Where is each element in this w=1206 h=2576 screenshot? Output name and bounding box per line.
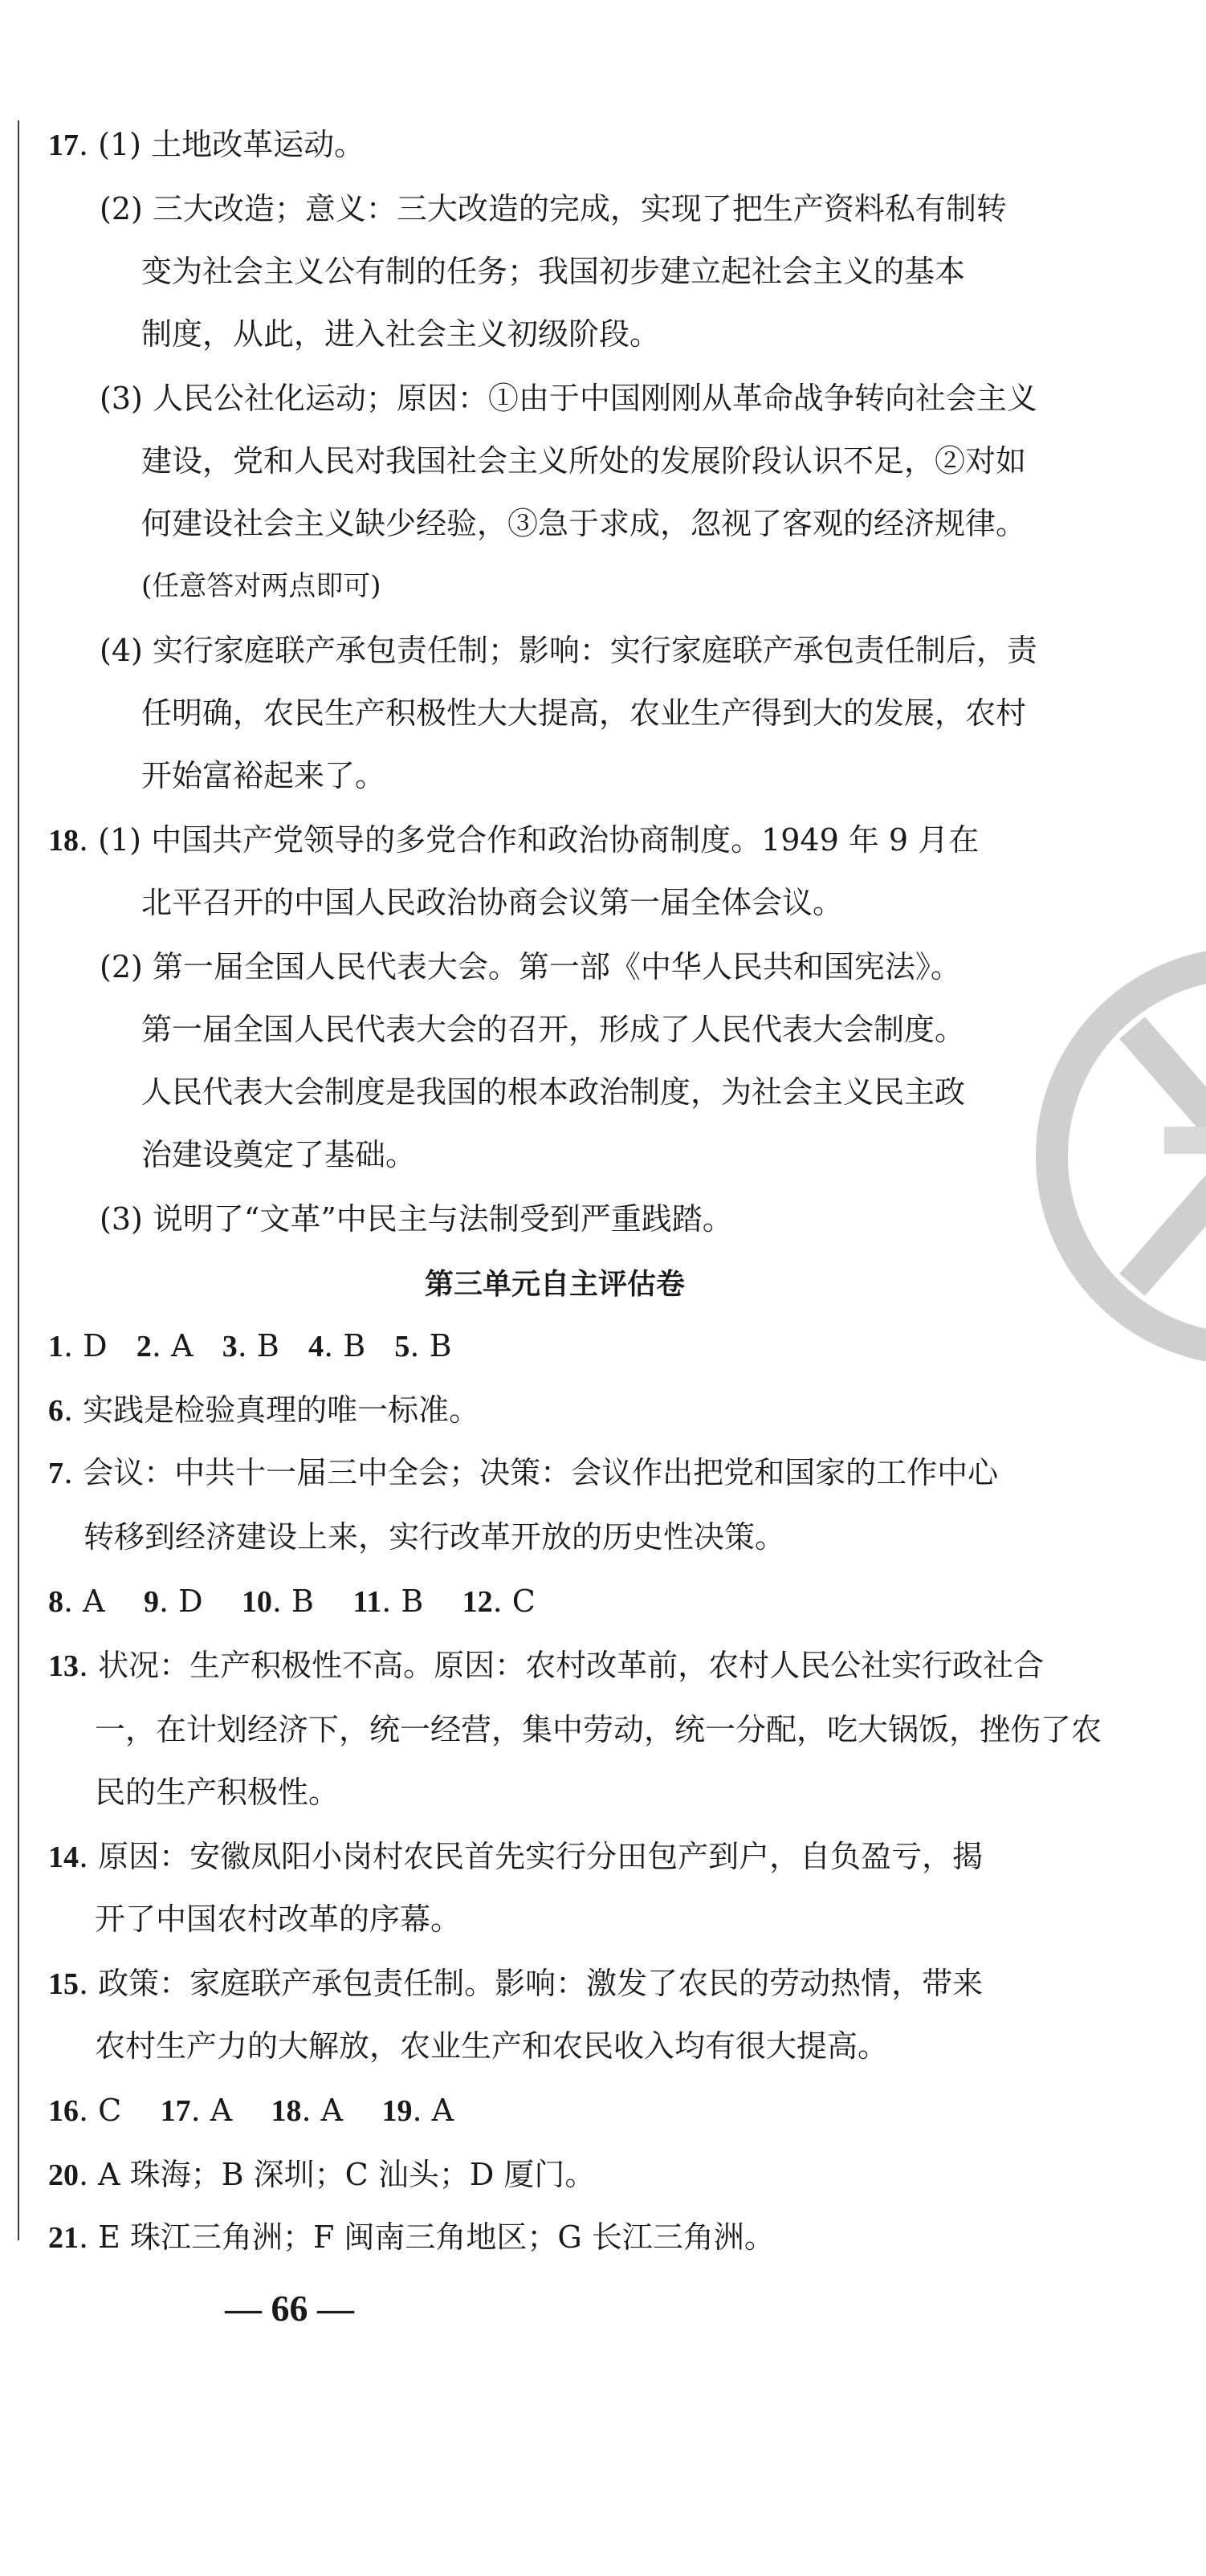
q6-answer: 6. 实践是检验真理的唯一标准。 <box>48 1392 480 1428</box>
q18-number: 18 <box>48 824 79 858</box>
q13-line-2: 一，在计划经济下，统一经营，集中劳动，统一分配，吃大锅饭，挫伤了农 <box>95 1712 1102 1747</box>
q18-line-1: 18. (1) 中国共产党领导的多党合作和政治协商制度。1949 年 9 月在 <box>48 822 980 858</box>
q17-line-10: 任明确，农民生产积极性大大提高，农业生产得到大的发展，农村 <box>141 695 1027 731</box>
q18-line-2: 北平召开的中国人民政治协商会议第一届全体会议。 <box>141 885 844 920</box>
q17-number: 17 <box>48 128 79 162</box>
q18-line-6: 治建设奠定了基础。 <box>141 1137 417 1172</box>
q17-line-5: (3) 人民公社化运动；原因：①由于中国刚刚从革命战争转向社会主义 <box>100 381 1037 416</box>
q21-answer: 21. E 珠江三角洲；F 闽南三角地区；G 长江三角洲。 <box>48 2219 775 2255</box>
q13-line-3: 民的生产积极性。 <box>95 1775 340 1810</box>
answers-16-19: 16. C 17. A 18. A 19. A <box>48 2093 454 2128</box>
q13-line-1: 13. 状况：生产积极性不高。原因：农村改革前，农村人民公社实行政社合 <box>48 1648 1045 1683</box>
q15-line-2: 农村生产力的大解放，农业生产和农民收入均有很大提高。 <box>95 2028 889 2064</box>
q17-note: (任意答对两点即可) <box>141 570 381 602</box>
answers-8-12: 8. A 9. D 10. B 11. B 12. C <box>48 1584 536 1619</box>
q15-line-1: 15. 政策：家庭联产承包责任制。影响：激发了农民的劳动热情，带来 <box>48 1966 984 2001</box>
answers-1-5: 1. D 2. A 3. B 4. B 5. B <box>48 1328 452 1363</box>
section-title: 第三单元自主评估卷 <box>424 1268 685 1301</box>
watermark-seal-icon <box>1036 867 1206 1445</box>
margin-rule <box>18 120 19 2240</box>
q17-line-2: (2) 三大改造；意义：三大改造的完成，实现了把生产资料私有制转 <box>100 191 1007 226</box>
q14-line-1: 14. 原因：安徽凤阳小岗村农民首先实行分田包产到户，自负盈亏，揭 <box>48 1839 984 1874</box>
q17-line-11: 开始富裕起来了。 <box>141 758 386 793</box>
q17-line-6: 建设，党和人民对我国社会主义所处的发展阶段认识不足，②对如 <box>141 443 1027 479</box>
page-number: — 66 — <box>225 2288 354 2329</box>
q20-answer: 20. A 珠海；B 深圳；C 汕头；D 厦门。 <box>48 2157 596 2192</box>
q17-line-9: (4) 实行家庭联产承包责任制；影响：实行家庭联产承包责任制后，责 <box>100 633 1037 668</box>
q7-line-1: 7. 会议：中共十一届三中全会；决策：会议作出把党和国家的工作中心 <box>48 1455 999 1490</box>
q14-line-2: 开了中国农村改革的序幕。 <box>95 1901 462 1937</box>
q17-line-7: 何建设社会主义缺少经验，③急于求成，忽视了客观的经济规律。 <box>141 506 1027 541</box>
q17-line-4: 制度，从此，进入社会主义初级阶段。 <box>141 316 661 352</box>
q7-line-2: 转移到经济建设上来，实行改革开放的历史性决策。 <box>84 1519 786 1555</box>
q18-line-7: (3) 说明了“文革”中民主与法制受到严重践踏。 <box>100 1201 733 1237</box>
q17-line-1: 17. (1) 土地改革运动。 <box>48 127 365 162</box>
q18-line-5: 人民代表大会制度是我国的根本政治制度，为社会主义民主政 <box>141 1074 966 1110</box>
q17-line-3: 变为社会主义公有制的任务；我国初步建立起社会主义的基本 <box>141 254 966 289</box>
q18-line-3: (2) 第一届全国人民代表大会。第一部《中华人民共和国宪法》。 <box>100 949 961 984</box>
q18-line-4: 第一届全国人民代表大会的召开，形成了人民代表大会制度。 <box>141 1012 966 1047</box>
